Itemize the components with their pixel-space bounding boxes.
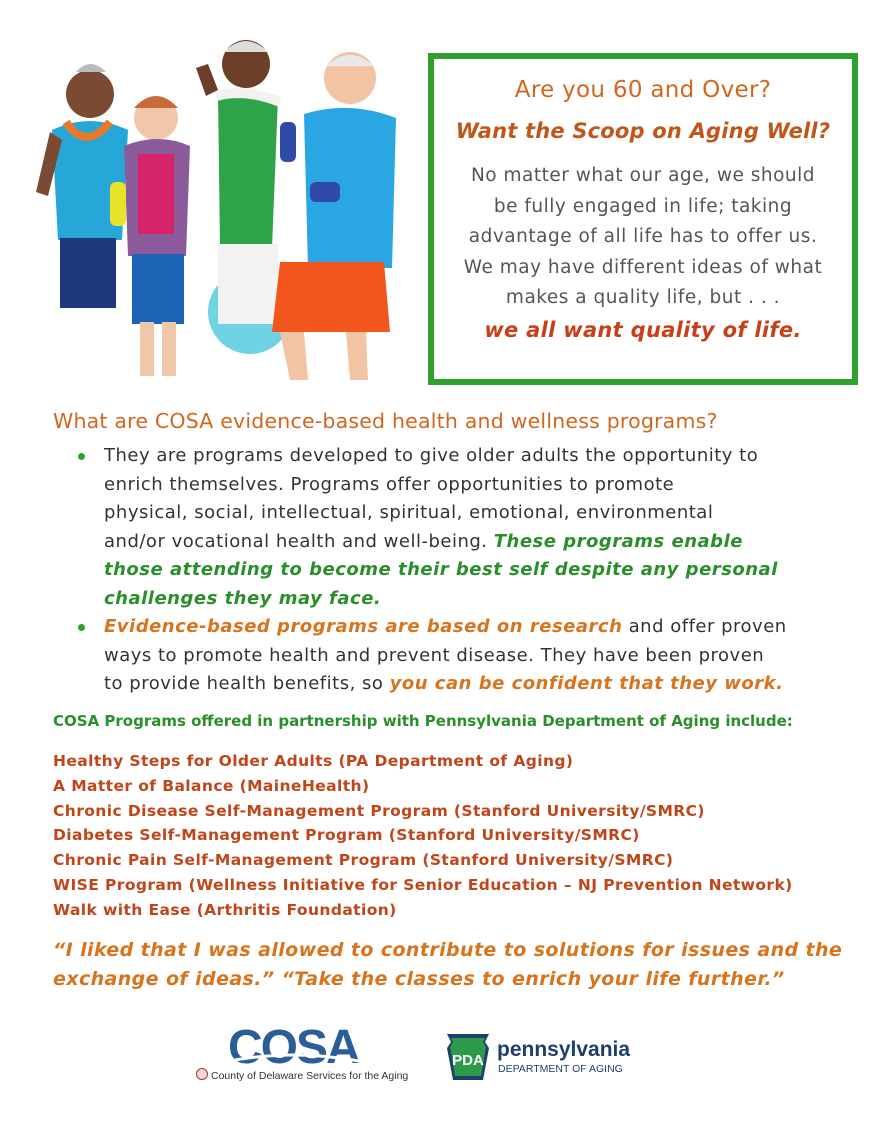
bullet-dot-icon xyxy=(78,453,85,460)
partner-heading: COSA Programs offered in partnership with Pennsylvania Department of Aging include: xyxy=(53,712,793,730)
cosa-wordmark: COSA xyxy=(228,1021,359,1074)
bullet-dot-icon xyxy=(78,624,85,631)
program-item: Chronic Disease Self-Management Program (Stanford University/SMRC) xyxy=(53,801,705,820)
bullet-emphasis: Evidence-based programs are based on research xyxy=(104,616,623,637)
bullet-line: They are programs developed to give older adults the opportunity to xyxy=(104,445,759,466)
callout-body xyxy=(448,161,838,314)
cosa-swoosh-icon xyxy=(224,1052,364,1066)
callout-body-line: advantage of all life has to offer us. xyxy=(468,226,818,247)
testimonial-quote xyxy=(53,936,853,994)
bullet-emphasis: These programs enable xyxy=(493,530,743,552)
bullet-item xyxy=(74,613,844,699)
county-seal-icon xyxy=(196,1068,208,1080)
program-item: WISE Program (Wellness Initiative for Senior Education – NJ Prevention Network) xyxy=(53,875,793,894)
bullet-text: to provide health benefits, so xyxy=(104,673,390,694)
bullet-line: physical, social, intellectual, spiritual, emotional, environmental xyxy=(104,502,714,523)
bullet-emphasis-line: challenges they may face. xyxy=(104,587,382,609)
bullet-item xyxy=(74,442,844,613)
bullet-line: enrich themselves. Programs offer opportunities to promote xyxy=(104,473,675,495)
callout-body-line: be fully engaged in life; taking xyxy=(493,195,793,217)
program-item: Healthy Steps for Older Adults (PA Department of Aging) xyxy=(53,752,574,770)
pda-logo xyxy=(443,1034,643,1082)
cosa-logo xyxy=(180,1020,409,1084)
seniors-exercising-photo xyxy=(10,22,412,382)
callout-punchline: we all want quality of life. xyxy=(484,317,802,342)
callout-body-line: We may have different ideas of what xyxy=(463,256,823,278)
program-list xyxy=(53,749,793,923)
bullet-emphasis: you can be confident that they work. xyxy=(389,673,784,694)
bullet-text: and offer proven xyxy=(622,616,787,637)
bullet-emphasis-line: those attending to become their best self despite any personal xyxy=(104,559,778,580)
section-question: What are COSA evidence-based health and wellness programs? xyxy=(53,409,718,433)
program-item: Walk with Ease (Arthritis Foundation) xyxy=(53,900,397,919)
bullet-line xyxy=(104,528,844,557)
callout-body-line: No matter what our age, we should xyxy=(470,165,816,186)
bullet-line: ways to promote health and prevent disease. They have been proven xyxy=(104,644,765,666)
callout-box xyxy=(428,53,858,385)
bullet-line xyxy=(104,613,844,642)
program-item: Chronic Pain Self-Management Program (Stanford University/SMRC) xyxy=(53,851,674,870)
pda-mark: PDA xyxy=(452,1052,484,1069)
callout-heading: Are you 60 and Over? xyxy=(514,77,772,103)
quote-line: exchange of ideas.” “Take the classes to enrich your life further.” xyxy=(53,968,785,990)
keystone-icon xyxy=(443,1034,493,1080)
bullet-text: and/or vocational health and well-being. xyxy=(104,530,494,552)
cosa-tagline-text: County of Delaware Services for the Aging xyxy=(211,1070,409,1082)
info-bullets xyxy=(74,442,844,699)
callout-body-line: makes a quality life, but . . . xyxy=(505,287,781,308)
pda-name: pennsylvania xyxy=(497,1038,631,1061)
callout-subheading: Want the Scoop on Aging Well? xyxy=(455,119,831,143)
quote-line: “I liked that I was allowed to contribute to solutions for issues and the xyxy=(53,939,843,961)
bullet-line xyxy=(104,670,844,699)
pda-subtitle: DEPARTMENT OF AGING xyxy=(498,1063,623,1075)
program-item: A Matter of Balance (MaineHealth) xyxy=(53,776,370,795)
cosa-tagline xyxy=(196,1068,408,1082)
program-item: Diabetes Self-Management Program (Stanford University/SMRC) xyxy=(53,826,640,845)
